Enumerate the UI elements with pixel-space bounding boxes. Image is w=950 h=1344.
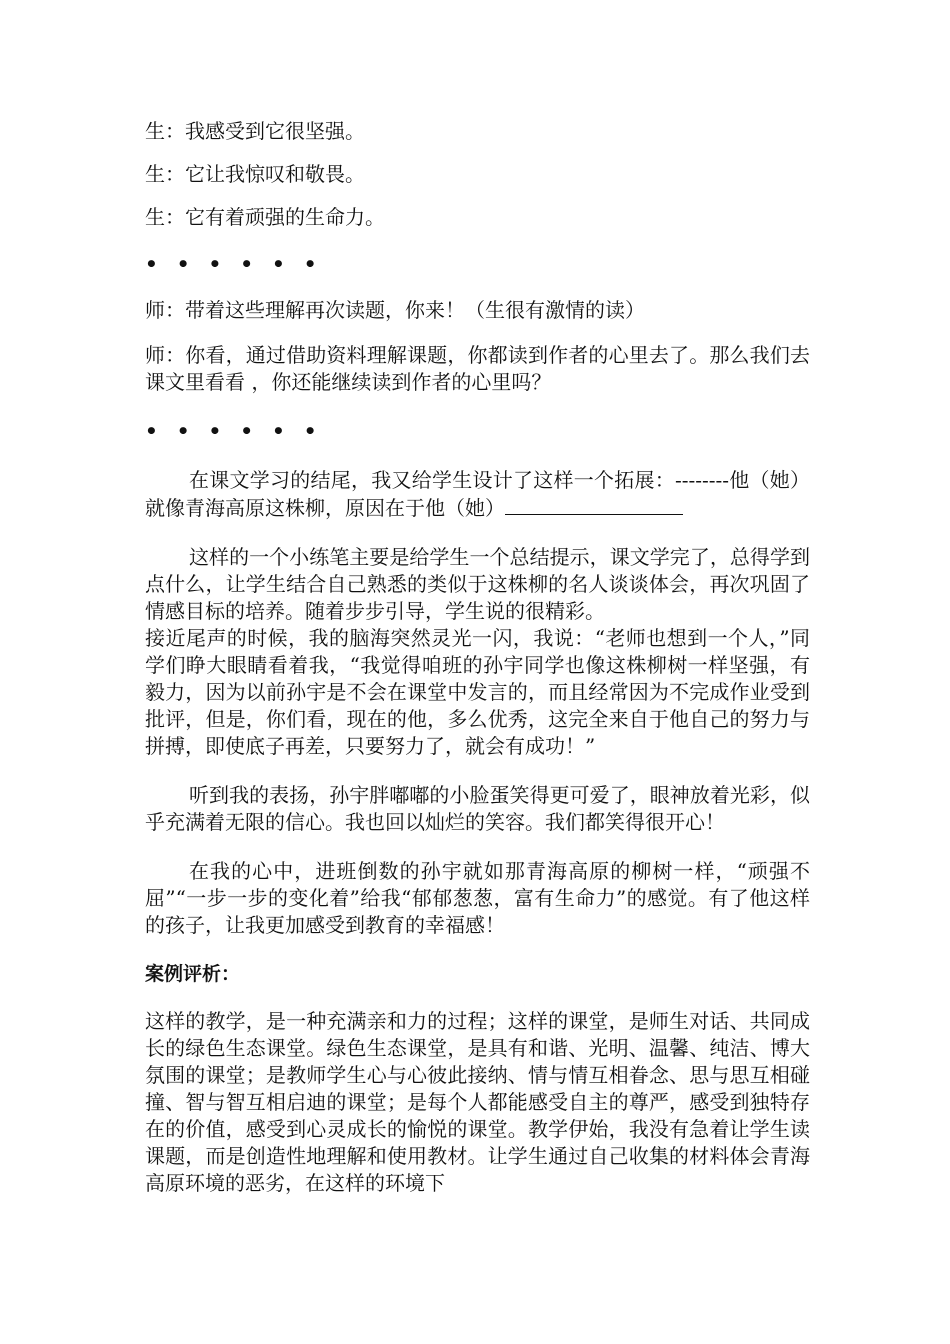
ellipsis-dots-1: • • • • • • [145, 252, 323, 276]
student-line-2: 生：它让我惊叹和敬畏。 [145, 162, 365, 186]
analysis-paragraph: 这样的教学，是一种充满亲和力的过程；这样的课堂，是师生对话、共同成长的绿色生态课堂。绿色生态课堂，是具有和谐、光明、温馨、纯洁、博大氛围的课堂；是教师学生心与心彼此接纳、情与情互相眷念、思与思互相碰撞、智与智互相启迪的课堂；是每个人都能感受自主的尊严，感受到独特存在的价值，感受到心灵成长的愉悦的课堂。教学伊始，我没有急着让学生读课题，而是创造性地理解和使用教材。让学生通过自己收集的材料体会青海高原环境的恶劣，在这样的环境下 [145, 1009, 810, 1195]
teacher-line-1: 师：带着这些理解再次读题，你来！（生很有激情的读） [145, 298, 645, 322]
extension-paragraph [145, 467, 810, 522]
analysis-heading: 案例评析： [145, 963, 241, 985]
extension-text: 在课文学习的结尾，我又给学生设计了这样一个拓展：--------他（她）就像青海高原这株柳，原因在于他（她） [145, 468, 810, 520]
student-line-3: 生：它有着顽强的生命力。 [145, 205, 385, 229]
ellipsis-dots-2: • • • • • • [145, 419, 323, 443]
student-line-1: 生：我感受到它很坚强。 [145, 119, 365, 143]
paragraph-heart: 在我的心中，进班倒数的孙宇就如那青海高原的柳树一样，“顽强不屈”“一步一步的变化着”给我“郁郁葱葱，富有生命力”的感觉。有了他这样的孩子，让我更加感受到教育的幸福感！ [145, 859, 810, 937]
fill-in-blank [505, 494, 683, 515]
paragraph-practice: 这样的一个小练笔主要是给学生一个总结提示，课文学完了，总得学到点什么，让学生结合自己熟悉的类似于这株柳的名人谈谈体会，再次巩固了情感目标的培养。随着步步引导，学生说的很精彩。 [145, 545, 810, 623]
document-page [145, 118, 810, 1197]
paragraph-praise: 听到我的表扬，孙宇胖嘟嘟的小脸蛋笑得更可爱了，眼神放着光彩，似乎充满着无限的信心。我也回以灿烂的笑容。我们都笑得很开心！ [145, 783, 810, 834]
teacher-line-2: 师：你看，通过借助资料理解课题，你都读到作者的心里去了。那么我们去课文里看看 ，你还能继续读到作者的心里吗？ [145, 343, 810, 394]
paragraph-ending: 接近尾声的时候，我的脑海突然灵光一闪，我说：“老师也想到一个人，”同学们睁大眼睛看着我，“我觉得咱班的孙宇同学也像这株柳树一样坚强，有毅力，因为以前孙宇是不会在课堂中发言的，而且经常因为不完成作业受到批评，但是，你们看，现在的他，多么优秀，这完全来自于他自己的努力与拼搏，即使底子再差，只要努力了，就会有成功！” [145, 626, 810, 758]
